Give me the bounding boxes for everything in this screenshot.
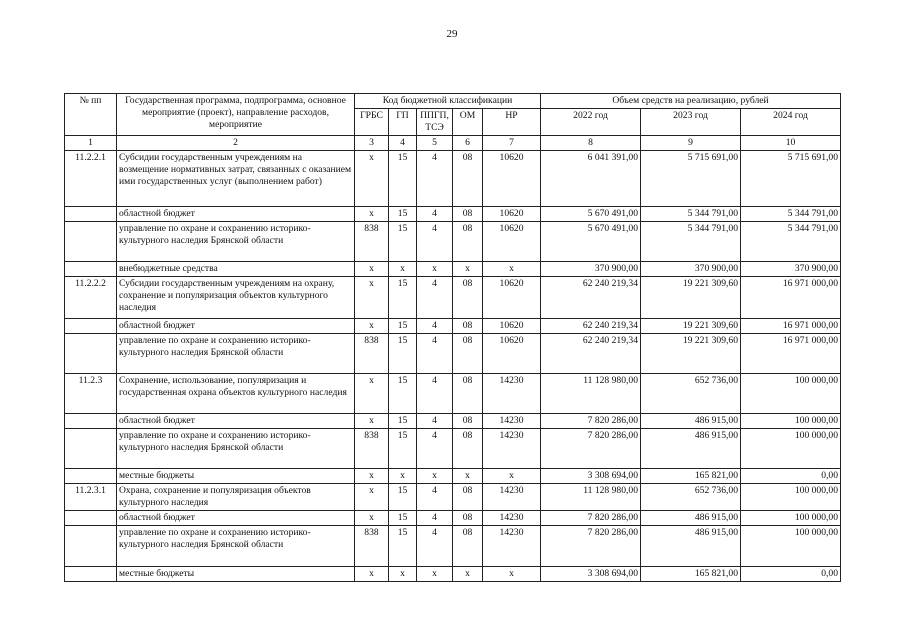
cell-grbs: х — [355, 261, 389, 276]
cell-om: 08 — [453, 483, 483, 510]
cell-ppgp: х — [417, 566, 453, 581]
cell-grbs: х — [355, 276, 389, 318]
col-number: 4 — [389, 135, 417, 150]
cell-num: 11.2.3 — [65, 373, 117, 413]
cell-y2024: 100 000,00 — [741, 373, 841, 413]
cell-y2023: 486 915,00 — [641, 525, 741, 566]
budget-table — [64, 93, 841, 582]
cell-y2024: 16 971 000,00 — [741, 276, 841, 318]
table-body — [65, 150, 841, 581]
cell-gp: 15 — [389, 525, 417, 566]
cell-nr: 14230 — [483, 510, 541, 525]
cell-name: областной бюджет — [117, 510, 355, 525]
cell-grbs: х — [355, 373, 389, 413]
cell-name: Субсидии государственным учреждениям на охрану, сохранение и популяризация объектов культурного наследия — [117, 276, 355, 318]
cell-ppgp: 4 — [417, 318, 453, 333]
cell-ppgp: 4 — [417, 206, 453, 221]
cell-gp: х — [389, 261, 417, 276]
cell-om: х — [453, 566, 483, 581]
cell-ppgp: х — [417, 468, 453, 483]
cell-nr: х — [483, 468, 541, 483]
cell-num — [65, 221, 117, 261]
cell-nr: 14230 — [483, 525, 541, 566]
table-row — [65, 318, 841, 333]
header-grbs: ГРБС — [355, 108, 389, 135]
cell-om: 08 — [453, 276, 483, 318]
table-row — [65, 413, 841, 428]
cell-nr: 10620 — [483, 206, 541, 221]
cell-gp: 15 — [389, 373, 417, 413]
cell-grbs: 838 — [355, 333, 389, 373]
cell-nr: 14230 — [483, 428, 541, 468]
cell-gp: 15 — [389, 221, 417, 261]
header-kbk: Код бюджетной классификации — [355, 94, 541, 109]
cell-y2023: 486 915,00 — [641, 428, 741, 468]
cell-y2024: 5 715 691,00 — [741, 150, 841, 206]
cell-num — [65, 206, 117, 221]
cell-ppgp: 4 — [417, 483, 453, 510]
col-number: 2 — [117, 135, 355, 150]
table-row — [65, 373, 841, 413]
cell-om: 08 — [453, 525, 483, 566]
cell-y2023: 486 915,00 — [641, 510, 741, 525]
cell-y2024: 370 900,00 — [741, 261, 841, 276]
cell-grbs: х — [355, 150, 389, 206]
header-name: Государственная программа, подпрограмма, основное мероприятие (проект), направление расходов, мероприятие — [117, 94, 355, 136]
cell-om: 08 — [453, 510, 483, 525]
cell-ppgp: 4 — [417, 510, 453, 525]
cell-ppgp: 4 — [417, 276, 453, 318]
cell-ppgp: 4 — [417, 428, 453, 468]
cell-y2022: 62 240 219,34 — [541, 318, 641, 333]
cell-y2023: 652 736,00 — [641, 373, 741, 413]
cell-om: 08 — [453, 318, 483, 333]
cell-y2022: 62 240 219,34 — [541, 333, 641, 373]
column-number-row — [65, 135, 841, 150]
cell-y2023: 5 344 791,00 — [641, 206, 741, 221]
cell-y2023: 165 821,00 — [641, 566, 741, 581]
col-number: 1 — [65, 135, 117, 150]
cell-om: х — [453, 261, 483, 276]
cell-gp: 15 — [389, 318, 417, 333]
cell-nr: х — [483, 566, 541, 581]
cell-name: областной бюджет — [117, 413, 355, 428]
header-ppgp: ППГП, ТСЭ — [417, 108, 453, 135]
cell-name: Сохранение, использование, популяризация и государственная охрана объектов культурного наследия — [117, 373, 355, 413]
cell-y2024: 100 000,00 — [741, 413, 841, 428]
header-gp: ГП — [389, 108, 417, 135]
cell-grbs: х — [355, 483, 389, 510]
col-number: 3 — [355, 135, 389, 150]
cell-ppgp: 4 — [417, 413, 453, 428]
cell-grbs: 838 — [355, 525, 389, 566]
header-2022: 2022 год — [541, 108, 641, 135]
cell-y2022: 370 900,00 — [541, 261, 641, 276]
table-row — [65, 276, 841, 318]
cell-name: местные бюджеты — [117, 468, 355, 483]
cell-y2023: 486 915,00 — [641, 413, 741, 428]
cell-num — [65, 318, 117, 333]
table-row — [65, 525, 841, 566]
cell-y2024: 100 000,00 — [741, 483, 841, 510]
cell-y2022: 3 308 694,00 — [541, 468, 641, 483]
cell-gp: 15 — [389, 510, 417, 525]
cell-gp: 15 — [389, 428, 417, 468]
col-number: 6 — [453, 135, 483, 150]
cell-y2022: 5 670 491,00 — [541, 221, 641, 261]
cell-ppgp: 4 — [417, 150, 453, 206]
cell-nr: 10620 — [483, 221, 541, 261]
header-volume: Объем средств на реализацию, рублей — [541, 94, 841, 109]
cell-ppgp: 4 — [417, 333, 453, 373]
cell-y2024: 0,00 — [741, 566, 841, 581]
cell-num — [65, 413, 117, 428]
cell-num — [65, 428, 117, 468]
table-row — [65, 510, 841, 525]
cell-num — [65, 261, 117, 276]
cell-ppgp: х — [417, 261, 453, 276]
cell-y2024: 100 000,00 — [741, 510, 841, 525]
page-number: 29 — [446, 28, 458, 40]
header-om: ОМ — [453, 108, 483, 135]
cell-y2022: 7 820 286,00 — [541, 428, 641, 468]
header-row-1 — [65, 94, 841, 109]
cell-om: 08 — [453, 373, 483, 413]
cell-nr: 14230 — [483, 373, 541, 413]
cell-name: местные бюджеты — [117, 566, 355, 581]
cell-y2022: 7 820 286,00 — [541, 413, 641, 428]
cell-grbs: 838 — [355, 221, 389, 261]
cell-y2024: 0,00 — [741, 468, 841, 483]
cell-y2022: 11 128 980,00 — [541, 373, 641, 413]
cell-name: областной бюджет — [117, 318, 355, 333]
cell-y2023: 19 221 309,60 — [641, 333, 741, 373]
cell-ppgp: 4 — [417, 221, 453, 261]
cell-num — [65, 566, 117, 581]
cell-gp: 15 — [389, 483, 417, 510]
cell-gp: 15 — [389, 206, 417, 221]
cell-y2022: 62 240 219,34 — [541, 276, 641, 318]
cell-y2022: 7 820 286,00 — [541, 510, 641, 525]
header-num: № пп — [65, 94, 117, 136]
cell-gp: 15 — [389, 413, 417, 428]
cell-y2022: 11 128 980,00 — [541, 483, 641, 510]
table-row — [65, 333, 841, 373]
table-row — [65, 428, 841, 468]
cell-num: 11.2.2.2 — [65, 276, 117, 318]
cell-y2024: 5 344 791,00 — [741, 221, 841, 261]
cell-name: управление по охране и сохранению историко-культурного наследия Брянской области — [117, 333, 355, 373]
cell-name: областной бюджет — [117, 206, 355, 221]
cell-om: 08 — [453, 333, 483, 373]
cell-grbs: х — [355, 413, 389, 428]
cell-nr: 10620 — [483, 150, 541, 206]
table-row — [65, 483, 841, 510]
table-row — [65, 221, 841, 261]
col-number: 9 — [641, 135, 741, 150]
col-number: 5 — [417, 135, 453, 150]
cell-num — [65, 525, 117, 566]
col-number: 7 — [483, 135, 541, 150]
cell-y2023: 5 344 791,00 — [641, 221, 741, 261]
cell-om: 08 — [453, 150, 483, 206]
cell-name: управление по охране и сохранению историко-культурного наследия Брянской области — [117, 428, 355, 468]
cell-y2022: 3 308 694,00 — [541, 566, 641, 581]
cell-gp: х — [389, 468, 417, 483]
cell-om: 08 — [453, 428, 483, 468]
cell-gp: 15 — [389, 333, 417, 373]
cell-num — [65, 510, 117, 525]
cell-ppgp: 4 — [417, 373, 453, 413]
cell-nr: 14230 — [483, 413, 541, 428]
cell-nr: х — [483, 261, 541, 276]
cell-grbs: х — [355, 468, 389, 483]
cell-num: 11.2.2.1 — [65, 150, 117, 206]
cell-y2022: 6 041 391,00 — [541, 150, 641, 206]
cell-y2024: 5 344 791,00 — [741, 206, 841, 221]
cell-nr: 10620 — [483, 276, 541, 318]
cell-y2022: 5 670 491,00 — [541, 206, 641, 221]
cell-grbs: х — [355, 318, 389, 333]
table-row — [65, 468, 841, 483]
cell-y2024: 100 000,00 — [741, 428, 841, 468]
cell-name: управление по охране и сохранению историко-культурного наследия Брянской области — [117, 221, 355, 261]
cell-gp: х — [389, 566, 417, 581]
cell-y2022: 7 820 286,00 — [541, 525, 641, 566]
cell-y2024: 16 971 000,00 — [741, 318, 841, 333]
cell-ppgp: 4 — [417, 525, 453, 566]
cell-y2023: 652 736,00 — [641, 483, 741, 510]
cell-y2023: 19 221 309,60 — [641, 318, 741, 333]
cell-grbs: х — [355, 206, 389, 221]
table-row — [65, 566, 841, 581]
cell-num — [65, 333, 117, 373]
cell-grbs: х — [355, 566, 389, 581]
cell-gp: 15 — [389, 150, 417, 206]
cell-om: 08 — [453, 206, 483, 221]
header-2024: 2024 год — [741, 108, 841, 135]
table-row — [65, 206, 841, 221]
col-number: 8 — [541, 135, 641, 150]
cell-name: управление по охране и сохранению историко-культурного наследия Брянской области — [117, 525, 355, 566]
cell-y2024: 100 000,00 — [741, 525, 841, 566]
cell-y2023: 370 900,00 — [641, 261, 741, 276]
cell-num: 11.2.3.1 — [65, 483, 117, 510]
cell-y2023: 5 715 691,00 — [641, 150, 741, 206]
header-2023: 2023 год — [641, 108, 741, 135]
cell-name: Охрана, сохранение и популяризация объектов культурного наследия — [117, 483, 355, 510]
cell-y2023: 19 221 309,60 — [641, 276, 741, 318]
cell-om: 08 — [453, 221, 483, 261]
cell-nr: 14230 — [483, 483, 541, 510]
cell-grbs: 838 — [355, 428, 389, 468]
cell-om: х — [453, 468, 483, 483]
cell-om: 08 — [453, 413, 483, 428]
table-row — [65, 261, 841, 276]
cell-y2023: 165 821,00 — [641, 468, 741, 483]
cell-num — [65, 468, 117, 483]
header-nr: НР — [483, 108, 541, 135]
cell-gp: 15 — [389, 276, 417, 318]
table-row — [65, 150, 841, 206]
cell-name: внебюджетные средства — [117, 261, 355, 276]
cell-grbs: х — [355, 510, 389, 525]
cell-name: Субсидии государственным учреждениям на возмещение нормативных затрат, связанных с оказанием ими государственных услуг (выполнением работ) — [117, 150, 355, 206]
cell-nr: 10620 — [483, 318, 541, 333]
cell-y2024: 16 971 000,00 — [741, 333, 841, 373]
col-number: 10 — [741, 135, 841, 150]
cell-nr: 10620 — [483, 333, 541, 373]
